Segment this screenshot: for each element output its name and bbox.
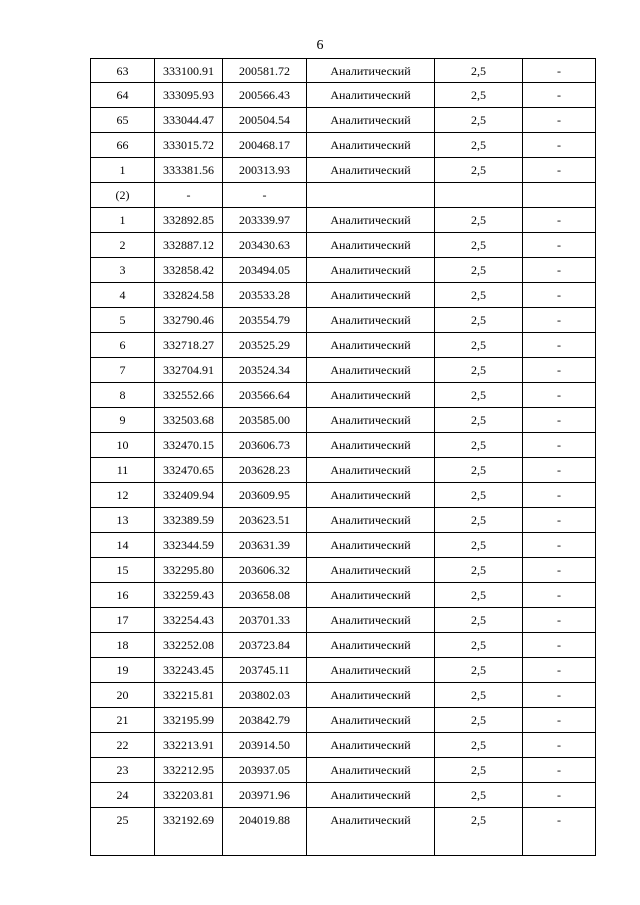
table-row — [91, 733, 596, 758]
accuracy-cell: 2,5 — [435, 783, 523, 808]
y-coordinate-cell: 203566.64 — [223, 383, 307, 408]
note-cell: - — [523, 283, 596, 308]
y-coordinate-cell: 203430.63 — [223, 233, 307, 258]
table-row — [91, 333, 596, 358]
note-cell: - — [523, 458, 596, 483]
method-cell: Аналитический — [307, 458, 435, 483]
accuracy-cell: 2,5 — [435, 408, 523, 433]
method-cell: Аналитический — [307, 683, 435, 708]
y-coordinate-cell: 203554.79 — [223, 308, 307, 333]
y-coordinate-cell: 203937.05 — [223, 758, 307, 783]
table-row — [91, 133, 596, 158]
table-row — [91, 408, 596, 433]
note-cell: - — [523, 533, 596, 558]
point-number-cell: 18 — [91, 633, 155, 658]
point-number-cell: 9 — [91, 408, 155, 433]
accuracy-cell: 2,5 — [435, 283, 523, 308]
y-coordinate-cell: 203802.03 — [223, 683, 307, 708]
x-coordinate-cell: 332892.85 — [155, 208, 223, 233]
x-coordinate-cell: 332389.59 — [155, 508, 223, 533]
table-row — [91, 583, 596, 608]
method-cell: Аналитический — [307, 258, 435, 283]
x-coordinate-cell: 332409.94 — [155, 483, 223, 508]
point-number-cell: 24 — [91, 783, 155, 808]
accuracy-cell: 2,5 — [435, 233, 523, 258]
y-coordinate-cell: 200581.72 — [223, 59, 307, 83]
x-coordinate-cell: 332470.65 — [155, 458, 223, 483]
point-number-cell: (2) — [91, 183, 155, 208]
accuracy-cell: 2,5 — [435, 458, 523, 483]
note-cell: - — [523, 508, 596, 533]
point-number-cell: 17 — [91, 608, 155, 633]
method-cell: Аналитический — [307, 133, 435, 158]
x-coordinate-cell: 332212.95 — [155, 758, 223, 783]
accuracy-cell: 2,5 — [435, 258, 523, 283]
accuracy-cell: 2,5 — [435, 208, 523, 233]
y-coordinate-cell: 203585.00 — [223, 408, 307, 433]
table-row — [91, 508, 596, 533]
method-cell: Аналитический — [307, 483, 435, 508]
accuracy-cell: 2,5 — [435, 583, 523, 608]
accuracy-cell: 2,5 — [435, 333, 523, 358]
accuracy-cell: 2,5 — [435, 83, 523, 108]
x-coordinate-cell: - — [155, 183, 223, 208]
method-cell: Аналитический — [307, 783, 435, 808]
y-coordinate-cell: 203606.73 — [223, 433, 307, 458]
accuracy-cell: 2,5 — [435, 808, 523, 856]
method-cell: Аналитический — [307, 583, 435, 608]
x-coordinate-cell: 332704.91 — [155, 358, 223, 383]
note-cell: - — [523, 358, 596, 383]
table-row — [91, 383, 596, 408]
method-cell: Аналитический — [307, 508, 435, 533]
point-number-cell: 25 — [91, 808, 155, 856]
note-cell: - — [523, 733, 596, 758]
y-coordinate-cell: 200504.54 — [223, 108, 307, 133]
note-cell: - — [523, 558, 596, 583]
y-coordinate-cell: 203701.33 — [223, 608, 307, 633]
x-coordinate-cell: 332213.91 — [155, 733, 223, 758]
accuracy-cell: 2,5 — [435, 658, 523, 683]
point-number-cell: 64 — [91, 83, 155, 108]
page-number: 6 — [316, 38, 324, 53]
x-coordinate-cell: 332503.68 — [155, 408, 223, 433]
table-row — [91, 158, 596, 183]
x-coordinate-cell: 332790.46 — [155, 308, 223, 333]
note-cell: - — [523, 59, 596, 83]
x-coordinate-cell: 332195.99 — [155, 708, 223, 733]
y-coordinate-cell: 203723.84 — [223, 633, 307, 658]
note-cell: - — [523, 483, 596, 508]
method-cell: Аналитический — [307, 808, 435, 856]
method-cell: Аналитический — [307, 433, 435, 458]
point-number-cell: 1 — [91, 158, 155, 183]
table-row — [91, 558, 596, 583]
y-coordinate-cell: 203842.79 — [223, 708, 307, 733]
accuracy-cell: 2,5 — [435, 683, 523, 708]
note-cell: - — [523, 308, 596, 333]
x-coordinate-cell: 333100.91 — [155, 59, 223, 83]
point-number-cell: 19 — [91, 658, 155, 683]
x-coordinate-cell: 332243.45 — [155, 658, 223, 683]
note-cell: - — [523, 233, 596, 258]
y-coordinate-cell: 203524.34 — [223, 358, 307, 383]
table-row — [91, 283, 596, 308]
point-number-cell: 13 — [91, 508, 155, 533]
note-cell — [523, 183, 596, 208]
x-coordinate-cell: 332215.81 — [155, 683, 223, 708]
note-cell: - — [523, 333, 596, 358]
y-coordinate-cell: - — [223, 183, 307, 208]
y-coordinate-cell: 203745.11 — [223, 658, 307, 683]
table-row — [91, 608, 596, 633]
table-row — [91, 808, 596, 856]
accuracy-cell: 2,5 — [435, 308, 523, 333]
table-row — [91, 633, 596, 658]
table-row — [91, 433, 596, 458]
method-cell: Аналитический — [307, 383, 435, 408]
table-row — [91, 483, 596, 508]
point-number-cell: 14 — [91, 533, 155, 558]
note-cell: - — [523, 683, 596, 708]
table-row — [91, 83, 596, 108]
method-cell: Аналитический — [307, 208, 435, 233]
table-row — [91, 258, 596, 283]
point-number-cell: 12 — [91, 483, 155, 508]
accuracy-cell: 2,5 — [435, 383, 523, 408]
x-coordinate-cell: 332858.42 — [155, 258, 223, 283]
note-cell: - — [523, 133, 596, 158]
point-number-cell: 7 — [91, 358, 155, 383]
note-cell: - — [523, 108, 596, 133]
y-coordinate-cell: 200468.17 — [223, 133, 307, 158]
method-cell: Аналитический — [307, 758, 435, 783]
point-number-cell: 11 — [91, 458, 155, 483]
note-cell: - — [523, 708, 596, 733]
y-coordinate-cell: 203628.23 — [223, 458, 307, 483]
method-cell: Аналитический — [307, 333, 435, 358]
accuracy-cell: 2,5 — [435, 758, 523, 783]
accuracy-cell: 2,5 — [435, 533, 523, 558]
note-cell: - — [523, 633, 596, 658]
method-cell: Аналитический — [307, 633, 435, 658]
point-number-cell: 16 — [91, 583, 155, 608]
y-coordinate-cell: 203914.50 — [223, 733, 307, 758]
point-number-cell: 22 — [91, 733, 155, 758]
note-cell: - — [523, 408, 596, 433]
x-coordinate-cell: 333044.47 — [155, 108, 223, 133]
note-cell: - — [523, 608, 596, 633]
y-coordinate-cell: 203658.08 — [223, 583, 307, 608]
y-coordinate-cell: 203525.29 — [223, 333, 307, 358]
x-coordinate-cell: 332259.43 — [155, 583, 223, 608]
table-row — [91, 458, 596, 483]
method-cell: Аналитический — [307, 608, 435, 633]
method-cell: Аналитический — [307, 533, 435, 558]
x-coordinate-cell: 332824.58 — [155, 283, 223, 308]
accuracy-cell: 2,5 — [435, 483, 523, 508]
table-row — [91, 108, 596, 133]
table-row — [91, 358, 596, 383]
y-coordinate-cell: 203609.95 — [223, 483, 307, 508]
x-coordinate-cell: 332295.80 — [155, 558, 223, 583]
note-cell: - — [523, 583, 596, 608]
point-number-cell: 66 — [91, 133, 155, 158]
x-coordinate-cell: 332344.59 — [155, 533, 223, 558]
table-row — [91, 708, 596, 733]
point-number-cell: 10 — [91, 433, 155, 458]
point-number-cell: 6 — [91, 333, 155, 358]
note-cell: - — [523, 83, 596, 108]
method-cell: Аналитический — [307, 83, 435, 108]
point-number-cell: 5 — [91, 308, 155, 333]
x-coordinate-cell: 333381.56 — [155, 158, 223, 183]
y-coordinate-cell: 200313.93 — [223, 158, 307, 183]
table-row — [91, 658, 596, 683]
method-cell — [307, 183, 435, 208]
note-cell: - — [523, 158, 596, 183]
x-coordinate-cell: 332718.27 — [155, 333, 223, 358]
method-cell: Аналитический — [307, 308, 435, 333]
accuracy-cell: 2,5 — [435, 59, 523, 83]
accuracy-cell: 2,5 — [435, 158, 523, 183]
method-cell: Аналитический — [307, 358, 435, 383]
table-row — [91, 233, 596, 258]
coordinates-table — [90, 58, 596, 856]
y-coordinate-cell: 203623.51 — [223, 508, 307, 533]
accuracy-cell: 2,5 — [435, 608, 523, 633]
accuracy-cell: 2,5 — [435, 358, 523, 383]
point-number-cell: 3 — [91, 258, 155, 283]
point-number-cell: 23 — [91, 758, 155, 783]
point-number-cell: 63 — [91, 59, 155, 83]
table-row — [91, 683, 596, 708]
accuracy-cell: 2,5 — [435, 433, 523, 458]
y-coordinate-cell: 203533.28 — [223, 283, 307, 308]
x-coordinate-cell: 332203.81 — [155, 783, 223, 808]
note-cell: - — [523, 658, 596, 683]
y-coordinate-cell: 203631.39 — [223, 533, 307, 558]
y-coordinate-cell: 204019.88 — [223, 808, 307, 856]
table-row — [91, 308, 596, 333]
y-coordinate-cell: 203971.96 — [223, 783, 307, 808]
x-coordinate-cell: 332887.12 — [155, 233, 223, 258]
x-coordinate-cell: 332192.69 — [155, 808, 223, 856]
accuracy-cell: 2,5 — [435, 558, 523, 583]
method-cell: Аналитический — [307, 408, 435, 433]
y-coordinate-cell: 203494.05 — [223, 258, 307, 283]
x-coordinate-cell: 332552.66 — [155, 383, 223, 408]
method-cell: Аналитический — [307, 158, 435, 183]
method-cell: Аналитический — [307, 283, 435, 308]
table-row — [91, 183, 596, 208]
table-row — [91, 59, 596, 83]
note-cell: - — [523, 433, 596, 458]
y-coordinate-cell: 203339.97 — [223, 208, 307, 233]
point-number-cell: 65 — [91, 108, 155, 133]
method-cell: Аналитический — [307, 558, 435, 583]
point-number-cell: 21 — [91, 708, 155, 733]
point-number-cell: 15 — [91, 558, 155, 583]
x-coordinate-cell: 332254.43 — [155, 608, 223, 633]
x-coordinate-cell: 332470.15 — [155, 433, 223, 458]
note-cell: - — [523, 783, 596, 808]
point-number-cell: 8 — [91, 383, 155, 408]
note-cell: - — [523, 208, 596, 233]
table-row — [91, 783, 596, 808]
x-coordinate-cell: 333015.72 — [155, 133, 223, 158]
method-cell: Аналитический — [307, 233, 435, 258]
note-cell: - — [523, 758, 596, 783]
point-number-cell: 4 — [91, 283, 155, 308]
accuracy-cell: 2,5 — [435, 733, 523, 758]
accuracy-cell: 2,5 — [435, 708, 523, 733]
accuracy-cell: 2,5 — [435, 133, 523, 158]
point-number-cell: 2 — [91, 233, 155, 258]
accuracy-cell: 2,5 — [435, 508, 523, 533]
point-number-cell: 20 — [91, 683, 155, 708]
accuracy-cell: 2,5 — [435, 108, 523, 133]
method-cell: Аналитический — [307, 108, 435, 133]
note-cell: - — [523, 808, 596, 856]
y-coordinate-cell: 203606.32 — [223, 558, 307, 583]
point-number-cell: 1 — [91, 208, 155, 233]
method-cell: Аналитический — [307, 733, 435, 758]
accuracy-cell — [435, 183, 523, 208]
table-row — [91, 758, 596, 783]
note-cell: - — [523, 383, 596, 408]
x-coordinate-cell: 332252.08 — [155, 633, 223, 658]
method-cell: Аналитический — [307, 59, 435, 83]
x-coordinate-cell: 333095.93 — [155, 83, 223, 108]
table-row — [91, 533, 596, 558]
note-cell: - — [523, 258, 596, 283]
coordinates-table-body — [91, 59, 596, 856]
method-cell: Аналитический — [307, 658, 435, 683]
y-coordinate-cell: 200566.43 — [223, 83, 307, 108]
accuracy-cell: 2,5 — [435, 633, 523, 658]
table-row — [91, 208, 596, 233]
method-cell: Аналитический — [307, 708, 435, 733]
